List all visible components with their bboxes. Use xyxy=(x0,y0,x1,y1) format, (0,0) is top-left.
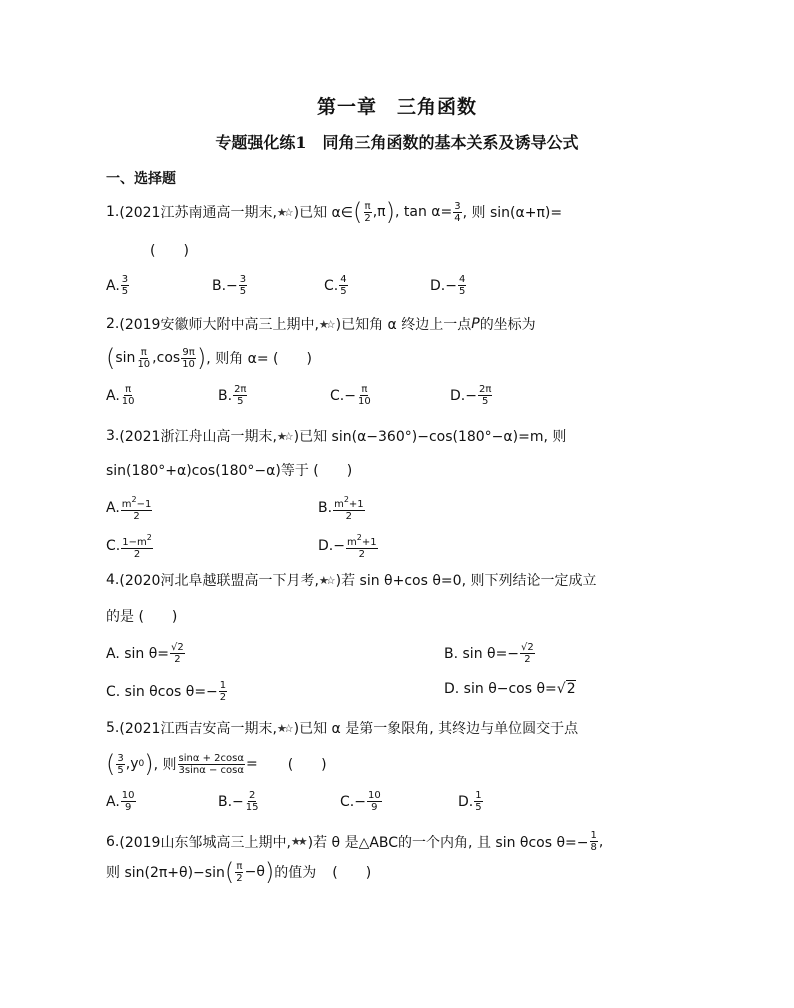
question-1-blank: ( ) xyxy=(150,243,189,259)
q5-option-b: B.− $\frac{2}{15}$ xyxy=(218,790,259,813)
difficulty-star-icon: ★☆ xyxy=(318,573,333,587)
question-6-line-2: 则 sin(2π+θ)−sin ( $\frac{\pi}{2}$ −θ ) 的值为 ( ) xyxy=(106,858,372,886)
q1-option-d: D.− $\frac{4}{5}$ xyxy=(430,274,466,297)
q2-option-b: B. $\frac{2\pi}{5}$ xyxy=(218,384,247,407)
question-3: 3. (2021浙江舟山高一期末, ★☆ )已知 sin(α−360°)−cos(180°−α)=m, 则 xyxy=(106,428,567,445)
q2-option-d: D.− $\frac{2\pi}{5}$ xyxy=(450,384,492,407)
difficulty-star-icon: ★☆ xyxy=(276,721,291,735)
q3-option-b: B. $\frac{m^2+1}{2}$ xyxy=(318,495,364,522)
q4-option-c: C. sin θcos θ=− $\frac{1}{2}$ xyxy=(106,680,227,703)
q4-option-d: D. sin θ−cos θ= √ 2 xyxy=(444,680,576,697)
q3-option-d: D.− $\frac{m^2+1}{2}$ xyxy=(318,533,377,560)
difficulty-star-icon: ★☆ xyxy=(318,317,333,331)
q5-option-c: C.− $\frac{10}{9}$ xyxy=(340,790,381,813)
question-6: 6. (2019山东邹城高三上期中, ★★ )若 θ 是△ABC的一个内角, 且 sin θcos θ=− $\frac{1}{8}$ , xyxy=(106,830,604,853)
section-title: 专题强化练1 同角三角函数的基本关系及诱导公式 xyxy=(215,133,579,152)
question-2-line-2: ( sin $\frac{\pi}{10}$ ,cos $\frac{9\pi}{10}$ ) , 则角 α= ( ) xyxy=(106,344,312,372)
q1-option-a: A. $\frac{3}{5}$ xyxy=(106,274,129,297)
q3-option-a: A. $\frac{m^2-1}{2}$ xyxy=(106,495,152,522)
question-3-line-2: sin(180°+α)cos(180°−α)等于 ( ) xyxy=(106,463,353,479)
question-5-line-2: ( $\frac{3}{5}$ ,y 0 ) , 则 $\frac{\sin\alpha + 2\cos\alpha}{3\sin\alpha - \cos\alpha}$ = ( ) xyxy=(106,750,327,778)
question-4: 4. (2020河北阜越联盟高一下月考, ★☆ )若 sin θ+cos θ=0, 则下列结论一定成立 xyxy=(106,572,597,589)
question-2: 2. (2019安徽师大附中高三上期中, ★☆ )已知角 α 终边上一点 P 的坐标为 xyxy=(106,316,536,333)
question-4-line-2: 的是 ( ) xyxy=(106,609,178,625)
difficulty-star-icon: ★☆ xyxy=(276,429,291,443)
q4-option-a: A. sin θ= $\frac{√2}{2}$ xyxy=(106,642,184,665)
q5-option-a: A. $\frac{10}{9}$ xyxy=(106,790,135,813)
q2-option-c: C.− $\frac{\pi}{10}$ xyxy=(330,384,371,407)
q1-option-b: B.− $\frac{3}{5}$ xyxy=(212,274,247,297)
q3-option-c: C. $\frac{1-m^2}{2}$ xyxy=(106,533,152,560)
difficulty-star-icon: ★☆ xyxy=(276,205,291,219)
chapter-title: 第一章 三角函数 xyxy=(316,96,477,118)
q2-option-a: A. $\frac{\pi}{10}$ xyxy=(106,384,135,407)
q5-option-d: D. $\frac{1}{5}$ xyxy=(458,790,482,813)
question-5: 5. (2021江西吉安高一期末, ★☆ )已知 α 是第一象限角, 其终边与单位圆交于点 xyxy=(106,720,579,737)
q4-option-b: B. sin θ=− $\frac{√2}{2}$ xyxy=(444,642,534,665)
question-1: 1. (2021江苏南通高一期末, ★☆ )已知 α∈ ( $\frac{\pi}{2}$ ,π ) , tan α= $\frac{3}{4}$ , 则 sin(α+π)= xyxy=(106,198,563,226)
q1-option-c: C. $\frac{4}{5}$ xyxy=(324,274,347,297)
difficulty-star-icon: ★★ xyxy=(290,835,305,848)
section-heading: 一、选择题 xyxy=(106,171,176,187)
